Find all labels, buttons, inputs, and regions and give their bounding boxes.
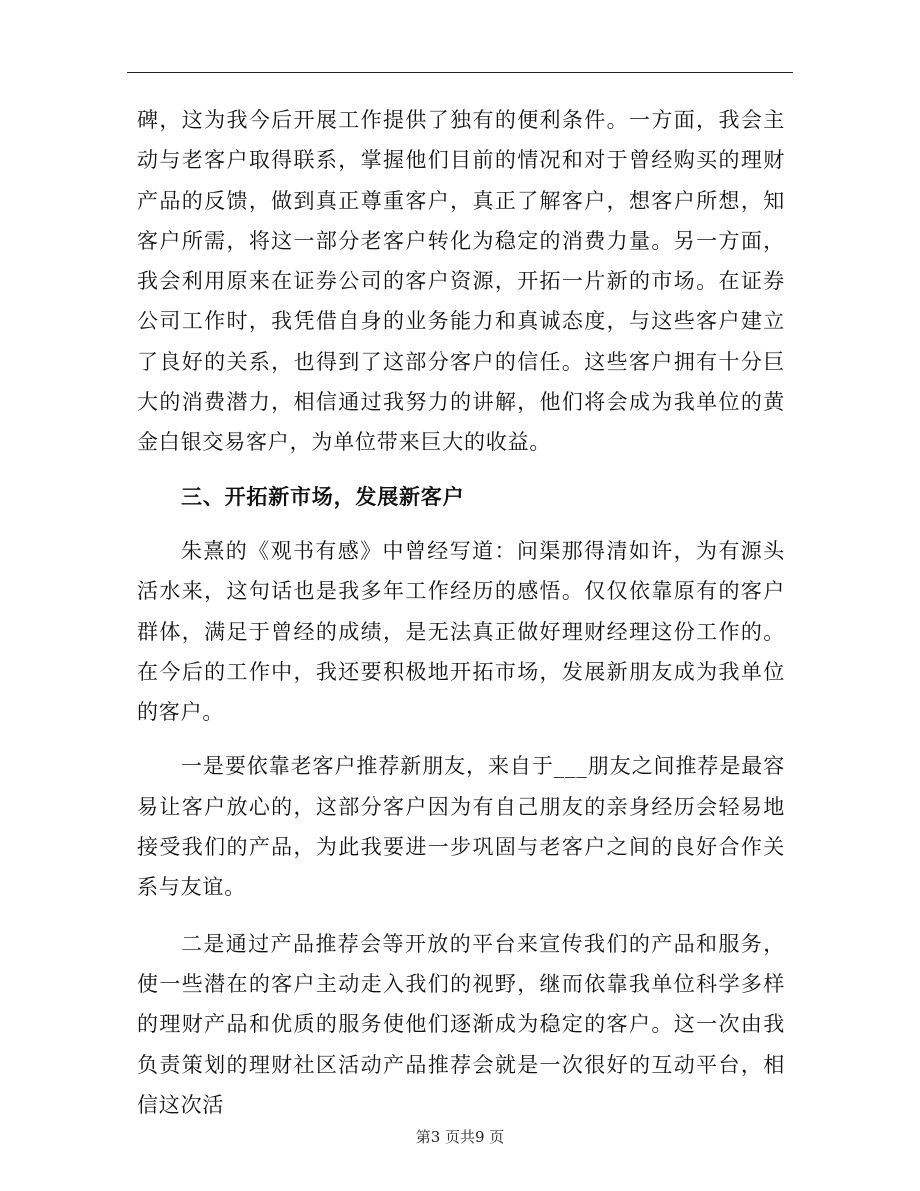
page-footer: 第3 页共9 页 — [415, 1128, 505, 1146]
paragraph-gap — [137, 732, 785, 746]
paragraph-continued: 碑，这为我今后开展工作提供了独有的便利条件。一方面，我会主动与老客户取得联系，掌握他们目前的情况和对于曾经购买的理财产品的反馈，做到真正尊重客户，真正了解客户，想客户所想，知客户所需，将这一部分老客户转化为稳定的消费力量。另一方面，我会利用原来在证券公司的客户资源，开拓一片新的市场。在证券公司工作时，我凭借自身的业务能力和真诚态度，与这些客户建立了良好的关系，也得到了这部分客户的信任。这些客户拥有十分巨大的消费潜力，相信通过我努力的讲解，他们将会成为我单位的黄金白银交易客户，为单位带来巨大的收益。 — [137, 108, 785, 455]
paragraph-gap — [137, 908, 785, 924]
paragraph-gap — [137, 517, 785, 531]
document-body — [137, 100, 785, 1125]
paragraph-zhuxi-quote: 朱熹的《观书有感》中曾经写道：问渠那得清如许，为有源头活水来，这句话也是我多年工作经历的感悟。仅仅依靠原有的客户群体，满足于曾经的成绩，是无法真正做好理财经理这份工作的。在今后的工作中，我还要积极地开拓市场，发展新朋友成为我单位的客户。 — [137, 538, 785, 725]
paragraph-promotion: 二是通过产品推荐会等开放的平台来宣传我们的产品和服务，使一些潜在的客户主动走入我们的视野，继而依靠我单位科学多样的理财产品和优质的服务使他们逐渐成为稳定的客户。这一次由我负责策划的理财社区活动产品推荐会就是一次很好的互动平台，相信这次活 — [137, 931, 785, 1117]
section-heading: 三、开拓新市场，发展新客户 — [181, 483, 465, 509]
paragraph-referral: 一是要依靠老客户推荐新朋友，来自于___朋友之间推荐是最容易让客户放心的，这部分客户因为有自己朋友的亲身经历会轻易地接受我们的产品，为此我要进一步巩固与老客户之间的良好合作关系与友谊。 — [137, 754, 785, 900]
paragraph-gap — [137, 463, 785, 477]
header-rule — [127, 72, 793, 73]
